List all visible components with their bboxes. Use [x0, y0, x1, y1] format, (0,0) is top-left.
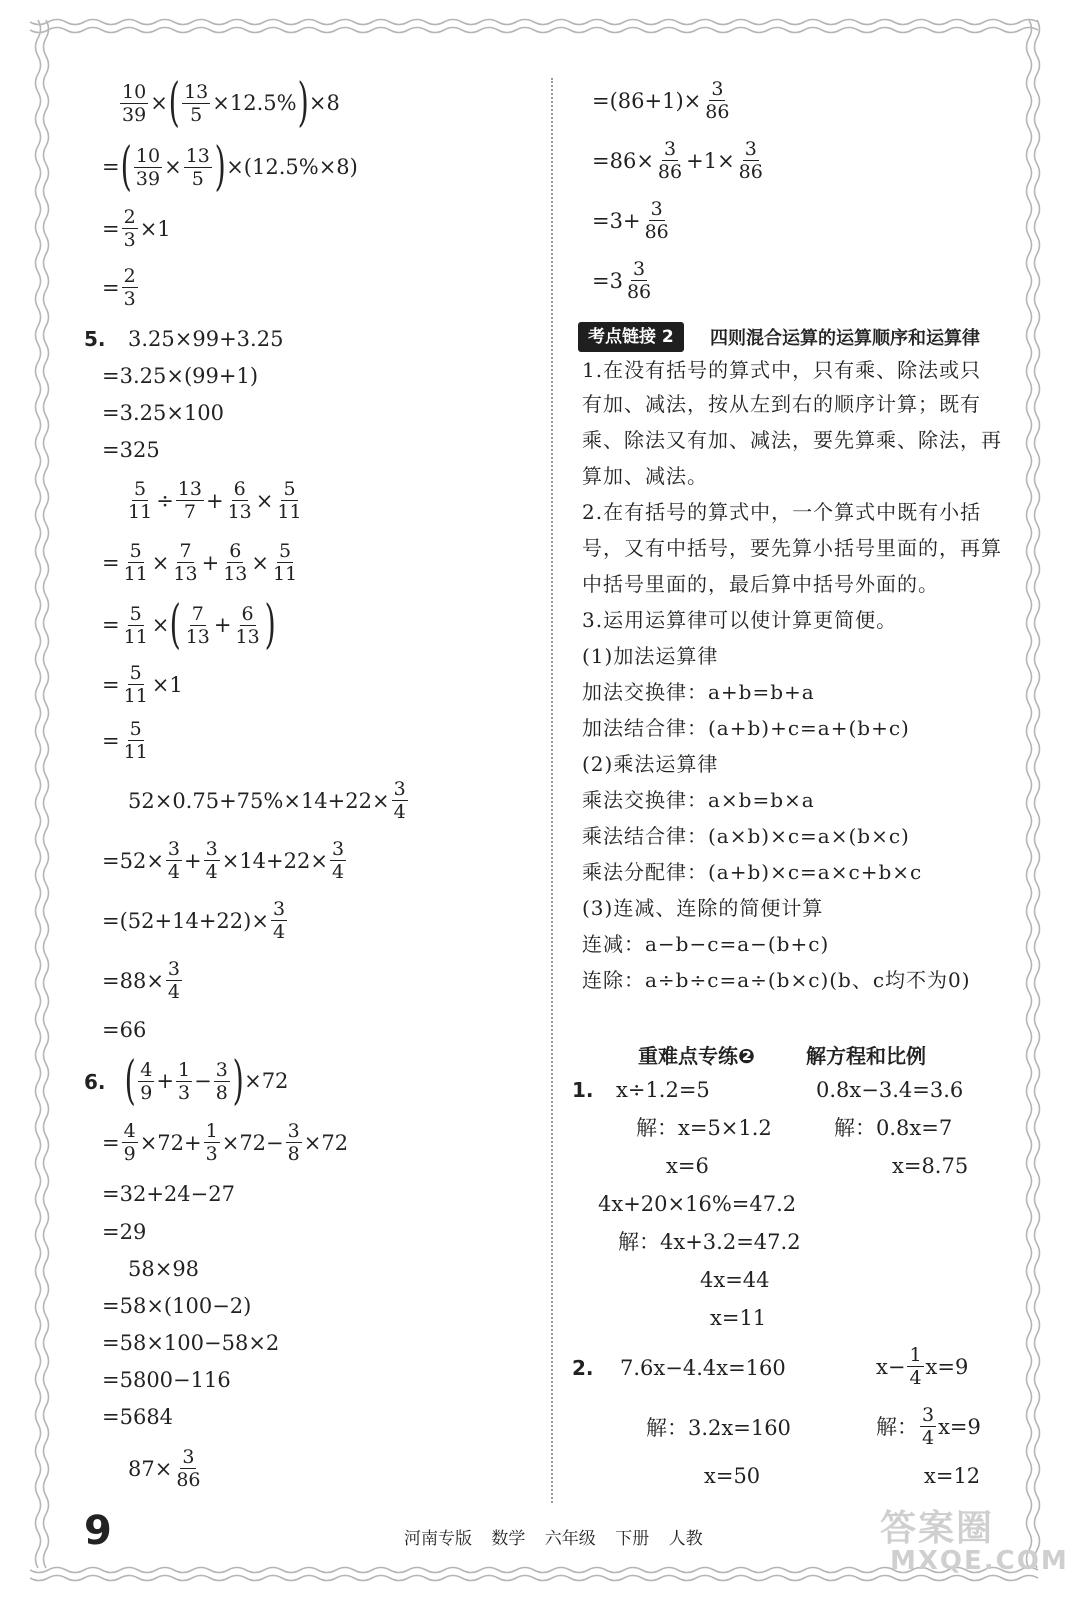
eq1c-step-2: 4x=44 [700, 1268, 770, 1292]
q5a-line-2: =3.25×(99+1) [102, 364, 259, 388]
q5a-line-4: =325 [102, 438, 160, 462]
q6b-line-3: =58×100−58×2 [102, 1331, 280, 1355]
rule-line: 2.在有括号的算式中，一个算式中既有小括 [582, 500, 982, 524]
q6a-line-3: =32+24−27 [102, 1182, 235, 1206]
column-divider [551, 78, 553, 1503]
q6a-line-4: =29 [102, 1220, 147, 1244]
q6a-line-1: ( 4 9 + 1 3 − 3 8 ) ×72 [124, 1051, 289, 1111]
rule-line: 连除：a÷b÷c=a÷(b×c)(b、c均不为0) [582, 968, 971, 992]
q5c-line-3: =(52+14+22)× $\frac{3}{4}$ [102, 898, 286, 943]
rule-line: 中括号里面的，最后算中括号外面的。 [582, 572, 939, 596]
eq2a: 7.6x−4.4x=160 [620, 1356, 786, 1380]
equation-number-2: 2. [572, 1356, 594, 1380]
r-line-1: =(86+1)× $\frac{3}{86}$ [592, 78, 730, 123]
rule-line: 1.在没有括号的算式中，只有乘、除法或只 [582, 358, 982, 382]
equation-number-1: 1. [572, 1078, 594, 1102]
question-number-6: 6. [84, 1070, 106, 1094]
rule-line: 乘法交换律：a×b=b×a [582, 788, 815, 812]
eq1a-answer: x=6 [666, 1154, 709, 1178]
rule-line: 号，又有中括号，要先算小括号里面的，再算 [582, 536, 1002, 560]
knowledge-link-title: 四则混合运算的运算顺序和运算律 [710, 328, 980, 349]
q5b-line-2: = 5 11 × 7 13 + 6 13 × 5 11 [102, 540, 298, 585]
rule-line: 加法交换律：a+b=b+a [582, 680, 815, 704]
rule-line: 有加、减法，按从左到右的顺序计算；既有 [582, 392, 981, 416]
rule-line: 加法结合律：(a+b)+c=a+(b+c) [582, 716, 910, 740]
eq1c-answer: x=11 [710, 1306, 767, 1330]
q6a-line-2: = 4 9 ×72+ 1 3 ×72− 3 8 ×72 [102, 1120, 349, 1165]
watermark-logo: 答案圈 [880, 1508, 995, 1549]
eq2b-answer: x=12 [924, 1464, 981, 1488]
rule-line: 乘法结合律：(a×b)×c=a×(b×c) [582, 824, 910, 848]
q6c-line-1: 87× $\frac{3}{86}$ [128, 1446, 201, 1491]
rule-line: 乘、除法又有加、减法，要先算乘、除法，再 [582, 428, 1002, 452]
q5c-line-2: =52× $\frac{3}{4}$ + $\frac{3}{4}$ ×14+22× $\frac{3}{4}$ [102, 838, 345, 883]
q5c-line-5: =66 [102, 1018, 147, 1042]
rule-line: 3.运用运算律可以使计算更简便。 [582, 608, 898, 632]
q4-line-2: = ( 10 39 × 13 5 ) ×(12.5%×8) [102, 137, 358, 197]
eq2b-step-1: 解： 3 4 x=9 [876, 1404, 981, 1449]
q5c-line-1: 52×0.75+75%×14+22× $\frac{3}{4}$ [128, 778, 406, 823]
footer-info: 河南专版 数学 六年级 下册 人教 [404, 1529, 703, 1549]
section-title: 重难点专练❷ [638, 1044, 755, 1068]
q5c-line-4: =88× $\frac{3}{4}$ [102, 958, 181, 1003]
q6b-line-1: 58×98 [128, 1257, 200, 1281]
eq2a-step-1: 解：3.2x=160 [646, 1416, 791, 1440]
rule-line: (1)加法运算律 [582, 644, 719, 668]
eq2b: x− $\frac{1}{4}$ x=9 [876, 1344, 969, 1389]
r-line-4: =3 3 86 [592, 258, 652, 303]
q4-line-4: = 2 3 [102, 265, 136, 310]
r-line-3: =3+ $\frac{3}{86}$ [592, 198, 669, 243]
q5a-line-3: =3.25×100 [102, 401, 225, 425]
eq1a-step-1: 解：x=5×1.2 [636, 1116, 772, 1140]
rule-line: 连减：a−b−c=a−(b+c) [582, 932, 830, 956]
page-number: 9 [84, 1508, 112, 1554]
section-topic: 解方程和比例 [806, 1044, 926, 1068]
q6b-line-2: =58×(100−2) [102, 1294, 252, 1318]
eq1b-step-1: 解：0.8x=7 [834, 1116, 953, 1140]
q4-line-3: = $\frac{2}{3}$ ×1 [102, 206, 171, 251]
eq1c-step-1: 解：4x+3.2=47.2 [618, 1230, 801, 1254]
rule-line: 算加、减法。 [582, 464, 708, 488]
eq1c: 4x+20×16%=47.2 [598, 1192, 797, 1216]
q5a-line-1: 3.25×99+3.25 [128, 327, 284, 351]
q6b-line-4: =5800−116 [102, 1368, 231, 1392]
q6b-line-5: =5684 [102, 1405, 174, 1429]
rule-line: 乘法分配律：(a+b)×c=a×c+b×c [582, 860, 923, 884]
q5b-line-5: = 5 11 [102, 718, 148, 763]
q4-line-1: 10 39 × ( $\frac{13}{5}$ ×12.5% ) ×8 [122, 73, 340, 133]
question-number-5: 5. [84, 327, 106, 351]
q5b-line-3: = 5 11 × ( 7 13 + 6 13 ) [102, 595, 276, 655]
rule-line: (3)连减、连除的简便计算 [582, 896, 824, 920]
eq2a-answer: x=50 [704, 1464, 761, 1488]
knowledge-link-tag: 考点链接 2 [578, 322, 684, 352]
rule-line: (2)乘法运算律 [582, 752, 719, 776]
eq1b: 0.8x−3.4=3.6 [816, 1078, 964, 1102]
q5b-line-4: = $\frac{5}{11}$ ×1 [102, 662, 183, 707]
eq1b-answer: x=8.75 [892, 1154, 969, 1178]
eq1a: x÷1.2=5 [616, 1078, 710, 1102]
q5b-line-1: 5 11 ÷ 13 7 + 6 13 × 5 11 [128, 478, 302, 523]
watermark-url: MXQE.COM [890, 1546, 1069, 1576]
r-line-2: =86× $\frac{3}{86}$ +1× $\frac{3}{86}$ [592, 138, 763, 183]
